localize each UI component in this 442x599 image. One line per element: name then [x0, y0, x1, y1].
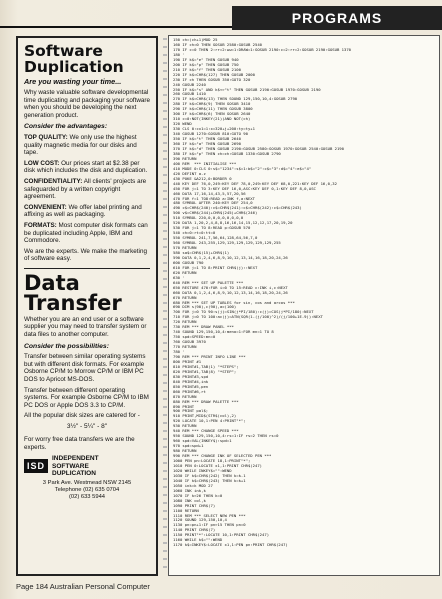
listing-line: 660 DATA 0,1,2,4,6,8,9,10,12,13,14,16,18,20,24,26: [173, 289, 288, 295]
listing-line: 1160 WHILE k$="":WEND: [173, 537, 223, 543]
listing-line: 980 RETURN: [173, 448, 197, 454]
listing-line: 500 v$=CHR$(244)+CHR$(245)+CHR$(246): [173, 210, 258, 216]
advantage-text: We only use the highest quality magnetic media for our disks and tape.: [24, 133, 137, 157]
listing-line: 480 SYMBOL AFTER 240:KEY DEF 254,0: [173, 200, 253, 206]
listing-line: 180 ': [173, 51, 185, 57]
listing-line: 1140 PRINT CHR$(7): [173, 527, 216, 533]
listing-line: 1030 IF k$=CHR$(242) THEN k=k-1: [173, 472, 246, 478]
listing-line: 1130 pn=pn+1:IF pn>15 THEN pn=0: [173, 522, 246, 528]
transfer-title-line-1: Data: [24, 270, 80, 295]
listing-line: 850 PRINT#5,pen: [173, 383, 209, 389]
listing-code: [173, 38, 436, 548]
listing-line: 190 IF k$="e" THEN GOSUB 940: [173, 56, 239, 62]
listing-line: 210 IF k$="f" THEN GOSUB 2100: [173, 66, 241, 72]
listing-line: 610 FOR j=1 TO 8:PRINT CHR$(j)::NEXT: [173, 264, 258, 270]
listing-line: 270 IF k$=CHR$(13) THEN SOUND 129,150,10,4:GOSUB 2790: [173, 96, 298, 102]
advertisement: [16, 36, 158, 576]
listing-line: 1020 WHILE INKEY$="":WEND: [173, 467, 232, 473]
listing-line: 990 REM *** CHANGE INK OF SELECTED PEN ***: [173, 453, 272, 459]
listing-line: 250 IF k$="s" AND k$<>"t" THEN GOSUB 2190:GOSUB 1970:GOSUB 2190: [173, 86, 321, 92]
listing-line: 1010 PEN 0:LOCATE x1,1:PRINT CHR$(247): [173, 462, 263, 468]
listing-line: 300 IF k$=CHR$(6) THEN GOSUB 2640: [173, 111, 251, 117]
listing-line: 440 KEY DEF 76,0,249:KEY DEF 78,0,249:KEY DEF 68,0,221:KEY DEF 16,0,32: [173, 180, 337, 186]
listing-line: 1000 PEN pn:LOCATE 18,1:PRINT"*";: [173, 458, 251, 464]
company-name-line: DUPLICATION: [52, 470, 96, 478]
possibility-2: Transfer between different operating systems. For example Osborne CP/M to IBM PC DOS or Apple DOS 3.3 to CP/M.: [24, 386, 149, 409]
ad-title-line-2: Duplication: [24, 58, 124, 76]
listing-line: 1110 REM *** SELECT NEW PEN ***: [173, 512, 246, 518]
possibilities-heading: Consider the possibilities:: [24, 342, 109, 350]
listing-line: 540 ch=0:rt=0:tt=0: [173, 230, 216, 236]
advantage-confidentiality: [18, 175, 156, 201]
listing-line: 510 SYMBOL 220,0,0,0,0,0,0,0,0: [173, 215, 244, 221]
advantages-heading: Consider the advantages:: [24, 123, 108, 131]
advantage-convenient: [18, 201, 156, 219]
company-logo-row: [18, 451, 156, 478]
company-name: [52, 455, 99, 478]
printer-feed-holes-left: [163, 38, 167, 574]
advantage-text: Our prices start at $2.38 per disk which includes the disk and duplication.: [24, 159, 148, 175]
listing-line: 340 GOSUB 1270:GOSUB 810:GOTO 90: [173, 131, 248, 137]
program-listing: [168, 35, 440, 576]
listing-line: 1170 k$=INKEY$:LOCATE x1,1:PEN pn:PRINT CHR$(247): [173, 542, 288, 548]
listing-line: 240 GOSUB 2240: [173, 81, 206, 87]
company-address: [18, 478, 156, 501]
listing-line: 1080 INK col,k: [173, 497, 206, 503]
sizes-intro: All the popular disk sizes are catered for -: [24, 412, 140, 420]
listing-line: 930 RETURN: [173, 423, 197, 429]
listing-line: 700 FOR j=0 TO 90:s(j)=SIN(j*PI/180):c(j)=COS(j*PI/180):NEXT: [173, 309, 314, 315]
listing-line: 710 FOR j=0 TO 100:ac(j)=ATN(SQR(1-(j/100)^2)/(j/100+1E-9)):NEXT: [173, 314, 323, 320]
free-data: For worry free data transfers we are the experts.: [24, 436, 135, 451]
listing-line: 580 sa$=CHR$(15)+CHR$(1): [173, 249, 230, 255]
listing-line: 920 LOCATE 10,1:PEN 4:PRINT"*";: [173, 418, 246, 424]
listing-line: 400 REM *** INITIALISE ***: [173, 160, 237, 166]
listing-line: 1050 ink=k MOD 27: [173, 482, 213, 488]
listing-line: 230 IF ch THEN GOSUB 350:GOTO 320: [173, 76, 251, 82]
listing-line: 600 GOSUB 790: [173, 259, 204, 265]
ad-subtitle: Are you wasting your time...: [24, 77, 122, 86]
listing-line: 630 ': [173, 274, 185, 280]
listing-line: 680 REM *** SET UP TABLES for sin, cos and arcos ***: [173, 299, 295, 305]
listing-line: 310 c=0:NOT(INKEY(21))AND NOT(ch): [173, 116, 251, 122]
section-banner: [232, 6, 442, 30]
listing-line: 830 PRINT#3,spd: [173, 373, 209, 379]
listing-line: 1150 PRINT"*":LOCATE 10,1:PRINT CHR$(247): [173, 532, 270, 538]
listing-line: 970 spd=spd+1: [173, 443, 204, 449]
street-address: 3 Park Ave. Westmead NSW 2145: [42, 479, 132, 486]
advantage-formats: [18, 219, 156, 245]
listing-line: 840 PRINT#4,ink: [173, 378, 209, 384]
listing-line: 1060 INK ink,k: [173, 487, 206, 493]
transfer-title-line-2: Transfer: [24, 290, 122, 315]
advantage-text: Most computer disk formats can be duplicated including Apple, IBM and Commodore.: [24, 221, 148, 245]
listing-line: 410 MODE 0:CLS 0:s$="1234":s$=1:b$="2":c$="3":d$="4":e$="4": [173, 165, 312, 171]
listing-line: 790 REM *** PRINT INFO LINE ***: [173, 354, 246, 359]
phone-1: Telephone (02) 635 0704: [54, 486, 120, 493]
listing-line: 900 PRINT pal$;: [173, 408, 209, 414]
listing-line: 350 IF k$="t" THEN GOSUB 2640: [173, 136, 241, 142]
listing-line: 570 RETURN: [173, 245, 197, 251]
listing-line: 260 GOSUB 1410: [173, 91, 206, 97]
listing-line: 460 DATA 17,16,14,43,5,57,20,56: [173, 190, 246, 196]
listing-line: 720 RETURN: [173, 319, 197, 325]
advantage-label: CONFIDENTIALITY:: [24, 177, 83, 185]
listing-line: 380 IF k$="p" THEN ch=ch:GOSUB 1330:GOSUB 2790: [173, 150, 281, 156]
listing-line: 870 RETURN: [173, 393, 197, 399]
listing-line: 940 REM *** CHANGE SPEED ***: [173, 428, 239, 434]
listing-line: 620 RETURN: [173, 269, 197, 275]
listing-line: 730 REM *** DRAW PANEL ***: [173, 324, 234, 330]
listing-line: 770 RETURN: [173, 344, 197, 350]
listing-line: 1100 RETURN: [173, 507, 199, 513]
listing-line: 800 PRINT #1: [173, 358, 202, 364]
disk-sizes: 3½" - 5¼" - 8": [66, 423, 108, 430]
listing-line: 670 RETURN: [173, 294, 197, 300]
page-footer: Page 184 Australian Personal Computer: [16, 582, 150, 591]
listing-line: 760 GOSUB 3970: [173, 339, 206, 345]
ad-title: [18, 38, 156, 75]
listing-line: 430 POKE &A212,0:BORDER 0: [173, 175, 232, 181]
listing-line: 1040 IF k$=CHR$(243) THEN k=k+1: [173, 477, 246, 483]
listing-line: 590 DATA 0,1,2,4,6,8,9,10,12,13,14,16,18,20,24,26: [173, 254, 288, 260]
listing-line: 470 FOR f=1 TO8:READ a:INK f,a:NEXT: [173, 195, 255, 201]
section-title: PROGRAMS: [291, 10, 383, 26]
advantage-label: TOP QUALITY:: [24, 133, 68, 141]
listing-line: 520 DATA 1,20,2,4,8,8,16,16,14,15,12,12,17,20,19,20: [173, 220, 293, 226]
listing-line: 550 SYMBOL 241,7,56,64,128,64,56,7,0: [173, 235, 258, 241]
company-name-line: SOFTWARE: [52, 462, 89, 470]
listing-line: 360 IF k$="a" THEN GOSUB 2690: [173, 141, 241, 147]
listing-line: 650 RESTORE 470:FOR i=0 TO 15:READ c:INK i,c:NEXT: [173, 284, 288, 290]
transfer-intro: Whether you are an end user or a software supplier you may need to transfer system or data files to another computer.: [24, 315, 147, 339]
listing-line: 220 IF k$=CHR$(127) THEN GOSUB 2000: [173, 71, 255, 77]
listing-line: 1090 PRINT CHR$(7): [173, 502, 216, 508]
listing-line: 740 SOUND 129,150,10,4:meno=1:FOR mn=1 TO 8: [173, 329, 274, 335]
listing-line: 890 PRINT: [173, 403, 195, 409]
listing-line: 960 spd=VAL(INKEY$):spd=1: [173, 438, 232, 444]
listing-line: 170 IF c=0 THEN 2:rr=2:ww=1:DRAW=1:GOSUB 2190:c=2:rr=2:GOSUB 2190:GOSUB 1370: [173, 46, 352, 52]
listing-line: 880 REM *** DRAW PALETTE ***: [173, 398, 239, 404]
ad-title-line-1: Software: [24, 42, 103, 60]
listing-line: 490 c$=CHR$(240):c$=CHR$(241):c$=CHR$(242):c$=CHR$(243): [173, 205, 302, 211]
listing-line: 530 FOR j=1 TO 8:READ p:GOSUB 570: [173, 225, 251, 231]
advantage-label: FORMATS:: [24, 221, 57, 229]
listing-line: 330 CLS 0:cx1=1:x=320+j+200:ty=ty+1: [173, 126, 255, 132]
listing-line: 780 ': [173, 349, 185, 355]
listing-line: 810 PRINT#1,TAB(1) "*STEPS";: [173, 363, 239, 369]
listing-line: 910 PRINT,MID$(STR$(col),2): [173, 413, 237, 419]
advantage-text: All clients' projects are safeguarded by a written copyright agreement.: [24, 177, 147, 201]
listing-line: 450 FOR j=1 TO 3:KEY DEF 16,0,ASC:KEY DEF 0,1:KEY DEF 8,0,ASC: [173, 185, 316, 191]
possibility-1: Transfer between similar operating systems but with different disk formats. For example Osborne CP/M to Morrow CP/M or IBM PC DOS to Apricot MS-DOS.: [24, 353, 146, 384]
listing-line: 860 PRINT#6,rt: [173, 388, 206, 394]
advantage-label: CONVENIENT:: [24, 203, 67, 211]
listing-line: 370 IF k$="d" THEN GOSUB 2190:GOSUB 2580:GOSUB 1970:GOSUB 2540:GOSUB 2190: [173, 145, 344, 151]
listing-line: 950 SOUND 129,150,10,4:rs=1:IF rs=2 THEN rs=0: [173, 433, 279, 439]
listing-line: 150 ch=(ch+1)MOD 25: [173, 37, 218, 42]
listing-line: 420 DEFINT a-z: [173, 170, 206, 176]
listing-line: 1070 IF k>26 THEN k=0: [173, 492, 223, 498]
listing-line: 320 WEND: [173, 121, 192, 127]
isd-logo: ISD: [24, 459, 48, 473]
listing-line: 820 PRINT#1,TAB(8) "*STEP";: [173, 368, 237, 374]
listing-line: 640 REM *** SET UP PALETTE ***: [173, 279, 244, 285]
advantage-top-quality: [18, 131, 156, 157]
listing-line: 390 RETURN: [173, 155, 197, 161]
advantage-label: LOW COST:: [24, 159, 60, 167]
listing-line: 560 SYMBOL 243,255,129,129,129,129,129,129,255: [173, 240, 281, 246]
ad-divider: [24, 268, 150, 269]
advantage-low-cost: [18, 157, 156, 175]
company-name-line: INDEPENDENT: [52, 455, 99, 463]
listing-line: 160 IF ch=0 THEN GOSUB 2580:GOSUB 2540: [173, 41, 263, 47]
listing-line: 200 IF k$="p" THEN GOSUB 750: [173, 61, 239, 67]
advantage-text: We offer label printing and affixing as well as packaging.: [24, 203, 142, 219]
ad-intro: Why waste valuable software developmental time duplicating and packaging your software when you should be developing the next generation product.: [24, 89, 151, 119]
ad-experts: We are the experts. We make the marketing of software easy.: [24, 247, 147, 263]
listing-line: 280 IF k$=CHR$(9) THEN GOSUB 3410: [173, 101, 251, 107]
phone-2: (02) 633 5944: [68, 493, 106, 500]
listing-line: 690 DIM s(90),c(90),ac(100): [173, 304, 237, 310]
transfer-title: [18, 271, 156, 313]
listing-line: 750 spd=SPEED:mn=0: [173, 334, 216, 340]
listing-line: 1120 SOUND 129,150,10,4: [173, 517, 227, 523]
listing-line: 290 IF k$=CHR$(11) THEN GOSUB 3800: [173, 106, 253, 112]
